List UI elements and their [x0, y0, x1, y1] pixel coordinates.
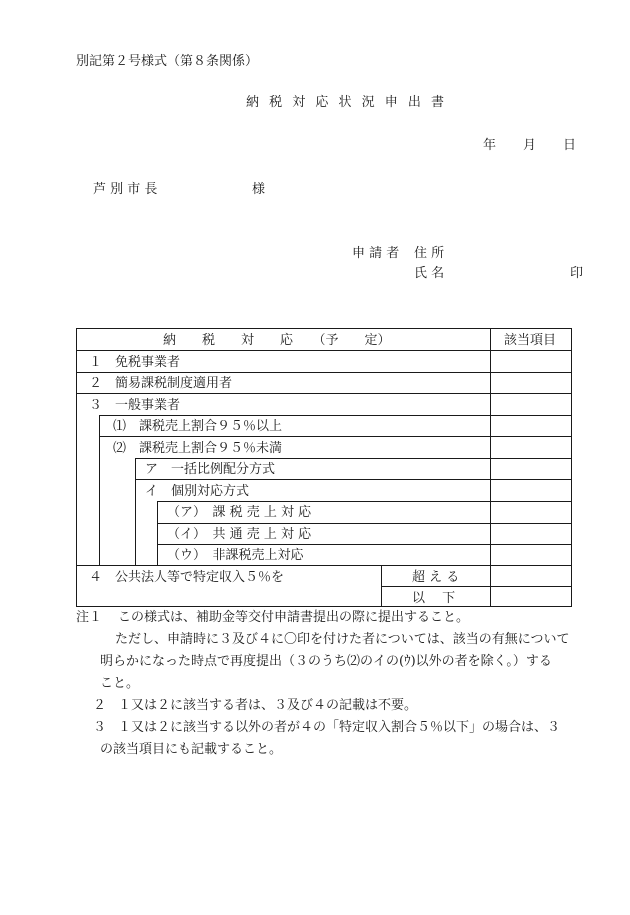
row-divider: [99, 415, 571, 416]
row-divider: [135, 458, 571, 459]
seal-mark: 印: [570, 266, 584, 281]
addressee-mayor: 芦 別 市 長: [93, 182, 158, 197]
row-divider: [157, 501, 571, 502]
note-1-text: ただし、申請時に３及び４に〇印を付けた者については、該当の有無について: [115, 632, 570, 647]
row-divider: [77, 565, 571, 566]
row-public-corporation: ４ 公共法人等で特定収入５％を: [89, 570, 285, 585]
row-tax-exempt: １ 免税事業者: [89, 355, 181, 370]
table-header-applicable: 該当項目: [504, 333, 557, 348]
row-divider: [77, 350, 571, 351]
note-1-text: 明らかになった時点で再度提出（３のうち⑵のイの(ｳ)以外の者を除く。）する: [100, 654, 552, 669]
note-1-label: 注１: [76, 610, 103, 625]
row-lump-sum-method: ア 一括比例配分方式: [145, 462, 276, 477]
row-individual-method: イ 個別対応方式: [145, 484, 250, 499]
row-taxable-sales: （ア） 課 税 売 上 対 応: [167, 505, 312, 520]
addressee-honorific: 様: [252, 182, 266, 197]
row-divider: [77, 372, 571, 373]
table-header-main: 納 税 対 応 （予 定）: [163, 333, 391, 348]
note-1-text: この様式は、補助金等交付申請書提出の際に提出すること。: [118, 610, 470, 625]
row-divider: [135, 479, 571, 480]
response-table: [76, 328, 572, 607]
row-divider: [381, 586, 571, 587]
indent-line: [99, 415, 100, 565]
note-2-text: １又は２に該当する者は、３及び４の記載は不要。: [118, 698, 418, 713]
row-divider: [99, 436, 571, 437]
indent-line: [135, 458, 136, 565]
note-3-label: ３: [93, 720, 107, 735]
column-divider: [381, 565, 382, 606]
note-3-text: １又は２に該当する以外の者が４の「特定収入割合５％以下」の場合は、３: [118, 720, 561, 735]
note-1-text: こと。: [100, 676, 140, 691]
applicant-label: 申 請 者: [352, 246, 400, 261]
row-nontaxable-sales: （ウ） 非課税売上対応: [167, 548, 304, 563]
date-year: 年: [483, 138, 497, 153]
date-month: 月: [523, 138, 537, 153]
date-day: 日: [563, 138, 577, 153]
applicant-address-label: 住 所: [414, 246, 445, 261]
row-simplified-taxation: ２ 簡易課税制度適用者: [89, 376, 233, 391]
document-title: 納 税 対 応 状 況 申 出 書: [246, 95, 448, 110]
applicant-name-label: 氏 名: [414, 266, 445, 281]
indent-line: [157, 501, 158, 565]
note-2-label: ２: [93, 698, 107, 713]
row-below: 以 下: [412, 591, 456, 606]
column-divider: [490, 329, 491, 606]
row-ratio-95-over: ⑴ 課税売上割合９５％以上: [113, 419, 283, 434]
row-common-sales: （イ） 共 通 売 上 対 応: [167, 527, 312, 542]
form-label: 別記第２号様式（第８条関係）: [76, 54, 259, 69]
row-ratio-95-under: ⑵ 課税売上割合９５％未満: [113, 441, 283, 456]
row-exceeds: 超 え る: [412, 570, 460, 585]
row-divider: [77, 393, 571, 394]
row-general-business: ３ 一般事業者: [89, 398, 181, 413]
row-divider: [157, 544, 571, 545]
note-3-text: の該当項目にも記載すること。: [100, 742, 283, 757]
row-divider: [157, 523, 571, 524]
